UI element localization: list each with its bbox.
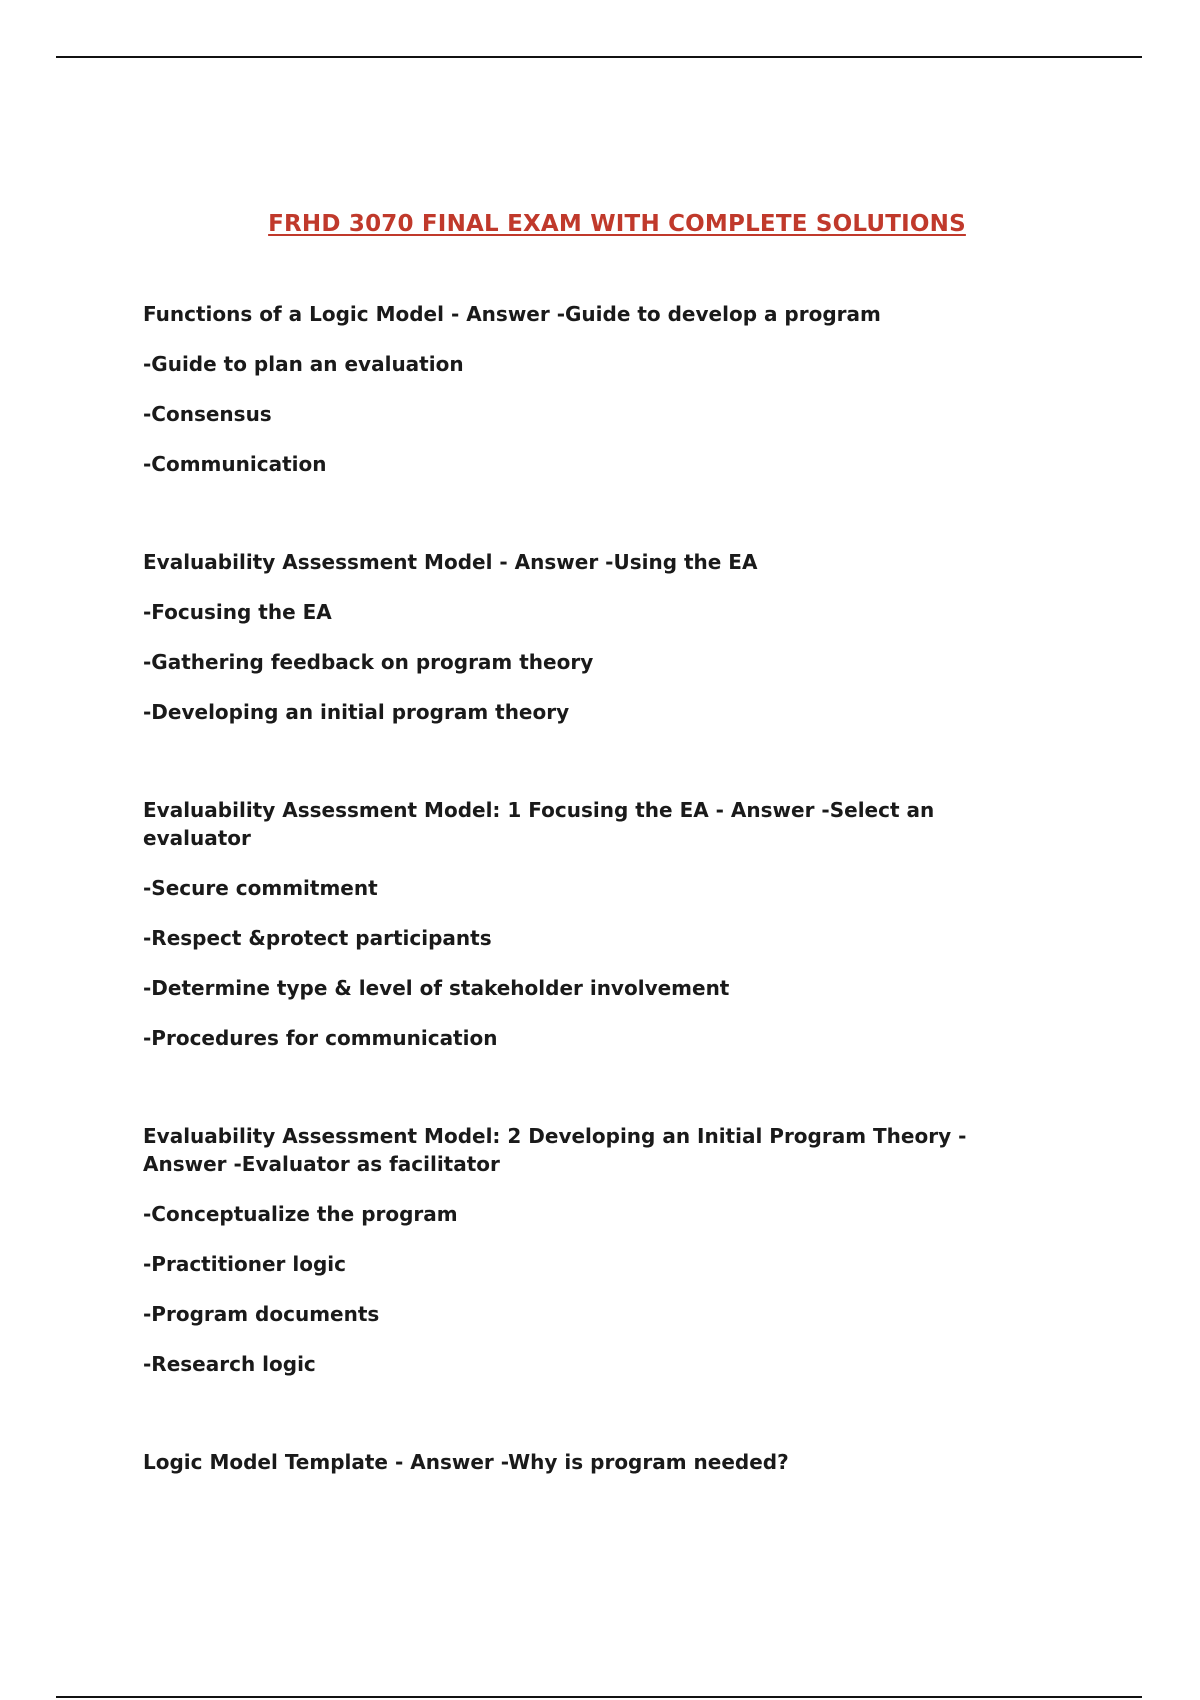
page-title: FRHD 3070 FINAL EXAM WITH COMPLETE SOLUTIONS <box>268 211 966 238</box>
document-body <box>143 300 1043 1546</box>
qa-answer-line: -Respect &protect participants <box>143 926 492 950</box>
bottom-rule <box>56 1696 1142 1698</box>
qa-answer-line: -Consensus <box>143 402 272 426</box>
top-rule <box>56 56 1142 58</box>
qa-answer-line: -Program documents <box>143 1302 380 1326</box>
qa-question: Evaluability Assessment Model: 1 Focusing the EA - Answer -Select an evaluator <box>143 798 935 850</box>
qa-answer-line: -Research logic <box>143 1352 316 1376</box>
qa-question: Evaluability Assessment Model: 2 Developing an Initial Program Theory - Answer -Evaluator as facilitator <box>143 1124 967 1176</box>
qa-entry <box>143 300 1043 478</box>
qa-answer-line: -Secure commitment <box>143 876 378 900</box>
qa-answer-line: -Practitioner logic <box>143 1252 346 1276</box>
qa-answer-line: -Communication <box>143 452 327 476</box>
qa-question: Functions of a Logic Model - Answer -Guide to develop a program <box>143 302 881 326</box>
qa-answer-line: -Conceptualize the program <box>143 1202 458 1226</box>
qa-answer-line: -Focusing the EA <box>143 600 332 624</box>
qa-entry <box>143 796 1043 1052</box>
qa-answer-line: -Gathering feedback on program theory <box>143 650 594 674</box>
qa-entry <box>143 1122 1043 1378</box>
qa-entry <box>143 548 1043 726</box>
qa-entry <box>143 1448 1043 1476</box>
qa-answer-line: -Determine type & level of stakeholder involvement <box>143 976 730 1000</box>
qa-question: Evaluability Assessment Model - Answer -Using the EA <box>143 550 758 574</box>
qa-answer-line: -Developing an initial program theory <box>143 700 570 724</box>
qa-answer-line: -Guide to plan an evaluation <box>143 352 464 376</box>
qa-question: Logic Model Template - Answer -Why is program needed? <box>143 1450 789 1474</box>
qa-answer-line: -Procedures for communication <box>143 1026 498 1050</box>
